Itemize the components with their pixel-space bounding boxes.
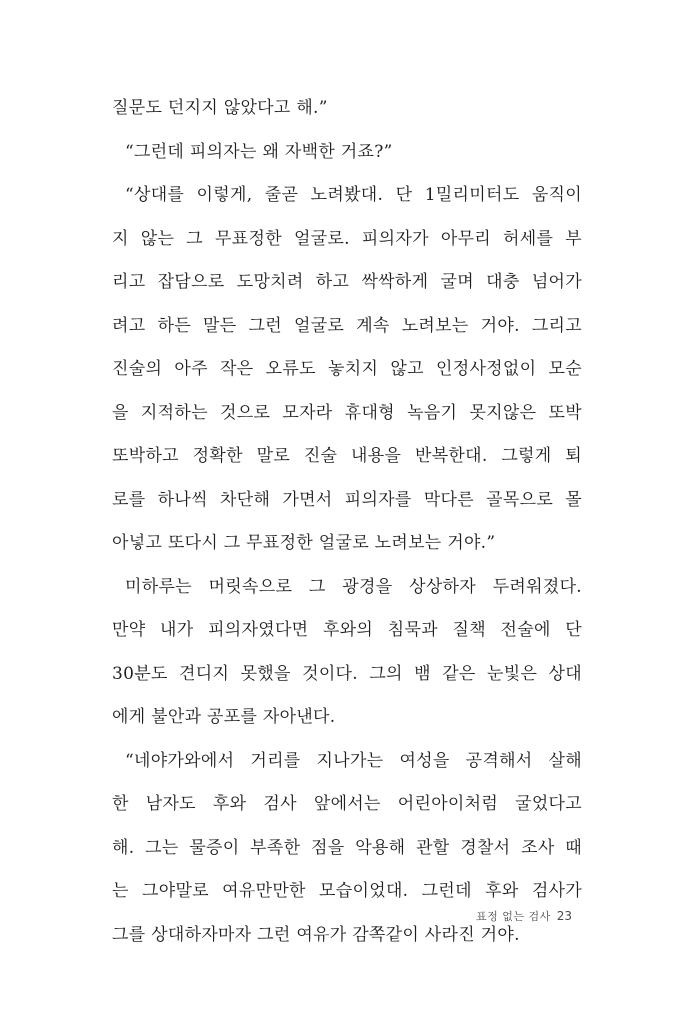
paragraph — [112, 740, 582, 958]
text-line: “상대를 이렇게, 줄곧 노려봤대. 단 1밀리미터도 움직이 — [125, 185, 582, 205]
paragraph — [112, 174, 582, 566]
running-title: 표정 없는 검사 — [475, 910, 551, 923]
paragraph — [112, 131, 582, 175]
text-line: 을 지적하는 것으로 모자라 휴대형 녹음기 못지않은 또박 — [112, 402, 582, 423]
body-text — [112, 87, 582, 957]
text-line: “네야가와에서 거리를 지나가는 여성을 공격해서 살해 — [125, 750, 582, 771]
text-line: 미하루는 머릿속으로 그 광경을 상상하자 두려워졌다. — [125, 576, 582, 597]
text-line: 한 남자도 후와 검사 앞에서는 어린아이처럼 굴었다고 — [112, 794, 582, 814]
text-line: 아넣고 또다시 그 무표정한 얼굴로 노려보는 거야.” — [112, 533, 496, 553]
text-line: 30분도 견디지 못했을 것이다. 그의 뱀 같은 눈빛은 상대 — [112, 663, 582, 684]
text-line: 에게 불안과 공포를 자아낸다. — [112, 707, 336, 727]
text-line: 리고 잡담으로 도망치려 하고 싹싹하게 굴며 대충 넘어가 — [112, 272, 582, 292]
text-line: 만약 내가 피의자였다면 후와의 침묵과 질책 전술에 단 — [112, 620, 582, 640]
page-number: 23 — [556, 909, 572, 923]
paragraph — [112, 566, 582, 740]
page-footer — [476, 908, 572, 924]
text-line: 질문도 던지지 않았다고 해.” — [112, 98, 328, 118]
text-line: “그런데 피의자는 왜 자백한 거죠?” — [125, 141, 393, 162]
paragraph — [112, 87, 582, 131]
text-line: 로를 하나씩 차단해 가면서 피의자를 막다른 골목으로 몰 — [112, 489, 582, 510]
text-line: 는 그야말로 여유만만한 모습이었대. 그런데 후와 검사가 — [112, 881, 582, 901]
text-line: 려고 하든 말든 그런 얼굴로 계속 노려보는 거야. 그리고 — [112, 315, 582, 336]
text-line: 또박하고 정확한 말로 진술 내용을 반복한대. 그렇게 퇴 — [112, 446, 582, 466]
text-line: 지 않는 그 무표정한 얼굴로. 피의자가 아무리 허세를 부 — [112, 228, 582, 249]
text-line: 해. 그는 물증이 부족한 점을 악용해 관할 경찰서 조사 때 — [112, 837, 582, 858]
text-line: 진술의 아주 작은 오류도 놓치지 않고 인정사정없이 모순 — [112, 359, 582, 379]
text-line: 그를 상대하자마자 그런 여유가 감쪽같이 사라진 거야. — [112, 924, 520, 945]
